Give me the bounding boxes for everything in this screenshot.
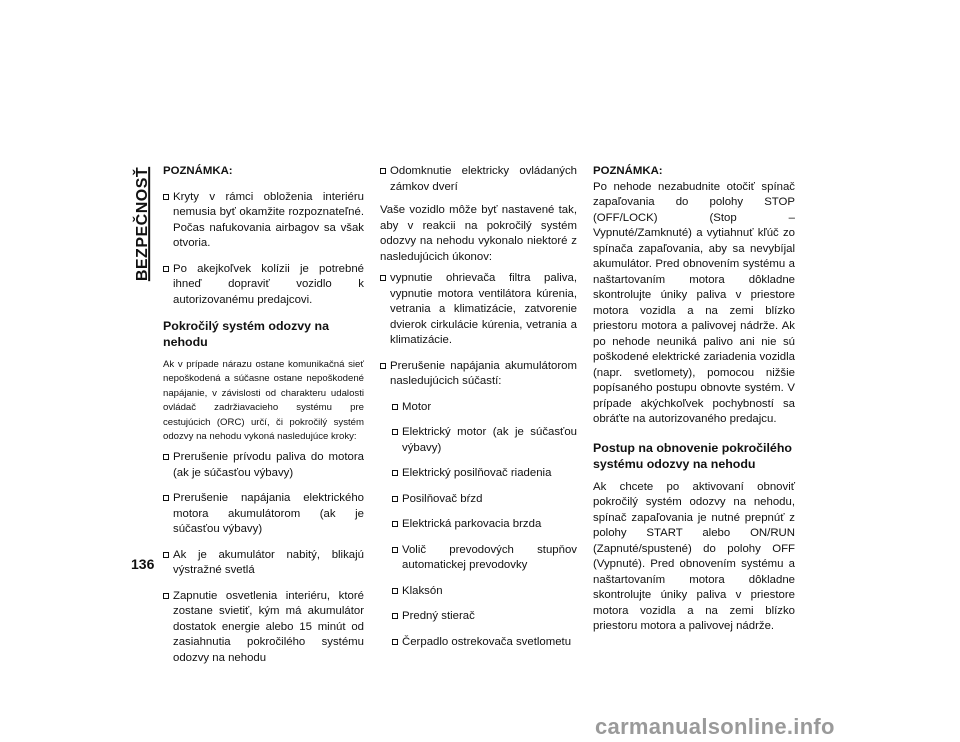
checkbox-bullet-icon: [392, 543, 402, 574]
checkbox-bullet-icon: [380, 164, 390, 195]
checkbox-bullet-icon: [163, 450, 173, 481]
note-heading: POZNÁMKA:: [163, 165, 233, 177]
column-2: [380, 164, 577, 650]
sub-list-item: Elektrický motor (ak je súčasťou výbavy): [392, 425, 577, 456]
sub-list-item: Motor: [392, 400, 577, 416]
section-heading: Postup na obnovenie pokročilého systému odozvy na nehodu: [593, 440, 792, 471]
checkbox-bullet-icon: [380, 359, 390, 390]
list-item: Kryty v rámci obloženia interiéru nemusia byť okamžite rozpoznateľné. Počas nafukovania airbagov sa však otvoria.: [163, 190, 364, 252]
list-item: Prerušenie napájania elektrického motora akumulátorom (ak je súčasťou výbavy): [163, 491, 364, 538]
section-heading: Pokročilý systém odozvy na nehodu: [163, 319, 329, 349]
checkbox-bullet-icon: [163, 190, 173, 252]
sub-list-item: Predný stierač: [392, 609, 577, 625]
sub-list-item: Posilňovač bŕzd: [392, 492, 577, 508]
sub-list-item: Volič prevodových stupňov automatickej prevodovky: [392, 543, 577, 574]
list-item: Po akejkoľvek kolízii je potrebné ihneď dopraviť vozidlo k autorizovanému predajcovi.: [163, 262, 364, 309]
column-3: [593, 164, 795, 635]
sub-list-item: Elektrická parkovacia brzda: [392, 517, 577, 533]
checkbox-bullet-icon: [392, 400, 402, 416]
list-item: Prerušenie prívodu paliva do motora (ak je súčasťou výbavy): [163, 450, 364, 481]
checkbox-bullet-icon: [163, 548, 173, 579]
checkbox-bullet-icon: [392, 517, 402, 533]
section-title: BEZPEČNOSŤ: [134, 166, 151, 282]
sub-list-item: Čerpadlo ostrekovača svetlometu: [392, 635, 577, 651]
checkbox-bullet-icon: [392, 492, 402, 508]
checkbox-bullet-icon: [392, 425, 402, 456]
checkbox-bullet-icon: [392, 584, 402, 600]
sub-list-item: Elektrický posilňovač riadenia: [392, 466, 577, 482]
checkbox-bullet-icon: [163, 589, 173, 667]
list-item: Zapnutie osvetlenia interiéru, ktoré zostane svietiť, kým má akumulátor dostatok energie alebo 15 minút od zasiahnutia pokročilého systému odozvy na nehodu: [163, 589, 364, 667]
note-paragraph: Po nehode nezabudnite otočiť spínač zapaľovania do polohy STOP (OFF/LOCK) (Stop – Vypnuté/Zamknuté) a vytiahnuť kľúč zo spínača zapaľovania, aby sa nevybíjal akumulátor. Pred obnovením systému a naštartovaním motora dôkladne skontrolujte úniky paliva v priestore motora vozidla a na zemi blízko priestoru motora a palivovej nádrže. Ak po nehode neuniká palivo ani nie sú poškodené elektrické zariadenia vozidla (napr. svetlomety), pomocou nižšie popísaného postupu obnovte systém. V prípade akýchkoľvek pochybností sa obráťte na autorizovaného predajcu.: [593, 180, 795, 425]
body-paragraph: Ak chcete po aktivovaní obnoviť pokročilý systém odozvy na nehodu, spínač zapaľovania je nutné prepnúť z polohy START alebo ON/RUN (Zapnuté/spustené) do polohy OFF (Vypnuté). Pred obnovením systému a naštartovaním motora dôkladne skontrolujte úniky paliva v priestore motora vozidla a na zemi blízko priestoru motora a palivovej nádrže.: [593, 480, 795, 632]
checkbox-bullet-icon: [392, 466, 402, 482]
column-1: [163, 164, 364, 666]
checkbox-bullet-icon: [392, 609, 402, 625]
note-heading: POZNÁMKA:: [593, 165, 663, 177]
sub-list-item: Klaksón: [392, 584, 577, 600]
body-paragraph: Vaše vozidlo môže byť nastavené tak, aby v reakcii na pokročilý systém odozvy na nehodu vykonalo niektoré z nasledujúcich úkonov:: [380, 204, 577, 263]
page-number: 136: [131, 556, 155, 572]
section-side-tab: [128, 168, 158, 280]
list-item: Ak je akumulátor nabitý, blikajú výstražné svetlá: [163, 548, 364, 579]
list-item: Odomknutie elektricky ovládaných zámkov dverí: [380, 164, 577, 195]
checkbox-bullet-icon: [392, 635, 402, 651]
list-item: vypnutie ohrievača filtra paliva, vypnutie motora ventilátora kúrenia, vetrania a klimatizácie, zatvorenie dvierok cirkulácie kúrenia, vetrania a klimatizácie.: [380, 271, 577, 349]
list-item: Prerušenie napájania akumulátorom nasledujúcich súčastí:: [380, 359, 577, 390]
checkbox-bullet-icon: [163, 262, 173, 309]
watermark: carmanualsonline.info: [595, 714, 835, 739]
checkbox-bullet-icon: [380, 271, 390, 349]
checkbox-bullet-icon: [163, 491, 173, 538]
intro-paragraph: Ak v prípade nárazu ostane komunikačná sieť nepoškodená a súčasne ostane nepoškodené napájanie, v závislosti od charakteru udalosti ovládač zadržiavacieho systému pre cestujúcich (ORC) určí, či pokročilý systém odozvy na nehodu vykoná nasledujúce kroky:: [163, 359, 364, 443]
